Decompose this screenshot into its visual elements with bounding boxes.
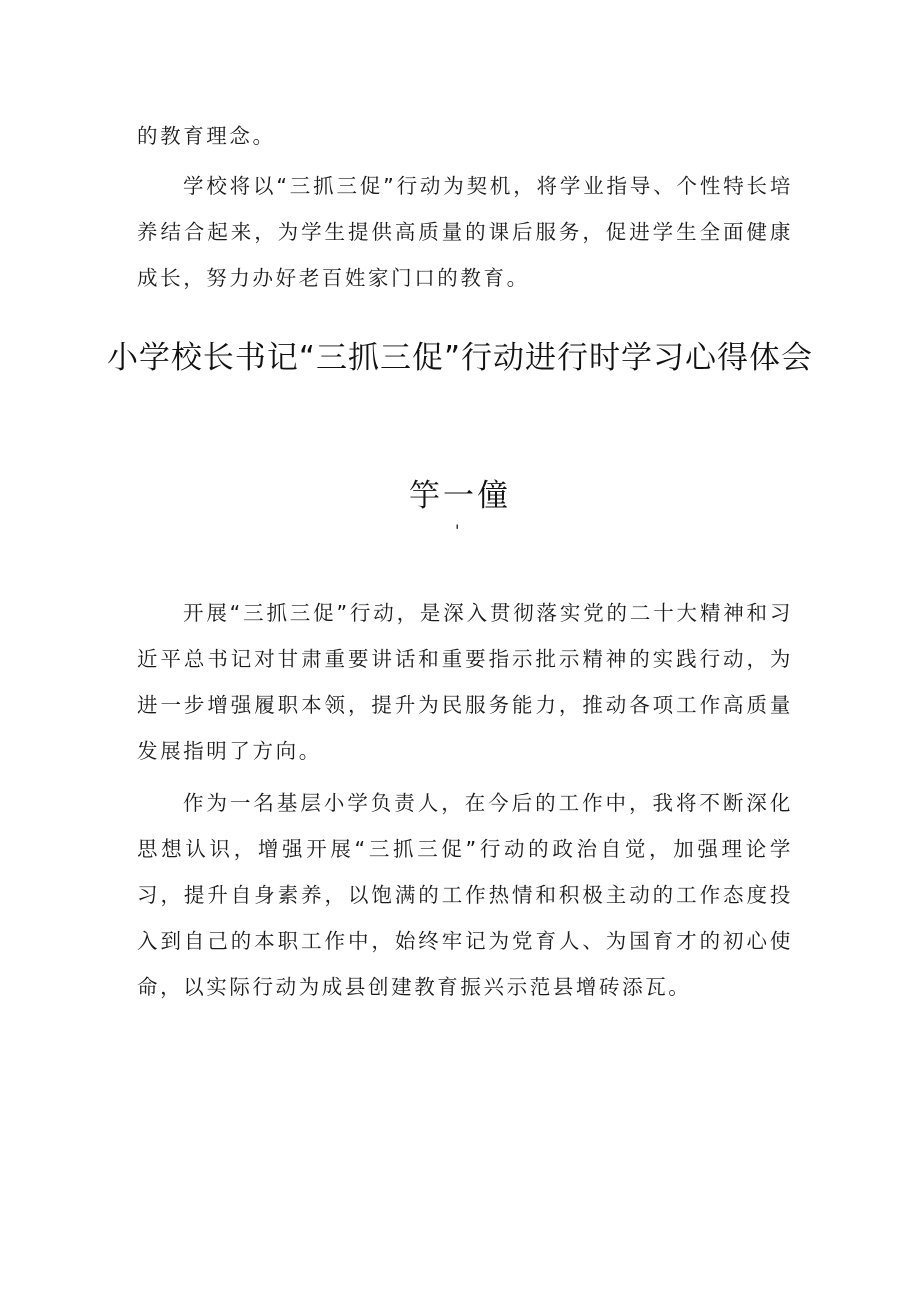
paragraph-school-plan: 学校将以“三抓三促”行动为契机，将学业指导、个性特长培养结合起来，为学生提供高质量的课后服务，促进学生全面健康成长，努力办好老百姓家门口的教育。 (137, 174, 793, 290)
author-name: 竽一僮 (409, 478, 511, 514)
author-mark: ' (455, 521, 460, 540)
paragraph-personal-commitment: 作为一名基层小学负责人，在今后的工作中，我将不断深化思想认识，增强开展“三抓三促”行动的政治自觉，加强理论学习，提升自身素养，以饱满的工作热情和积极主动的工作态度投入到自己的本职工作中，始终牢记为党育人、为国育才的初心使命，以实际行动为成县创建教育振兴示范县增砖添瓦。 (137, 791, 793, 999)
paragraph-action-meaning: 开展“三抓三促”行动，是深入贯彻落实党的二十大精神和习近平总书记对甘肃重要讲话和重要指示批示精神的实践行动，为进一步增强履职本领，提升为民服务能力，推动各项工作高质量发展指明了方向。 (137, 601, 793, 763)
paragraph-continuation: 的教育理念。 (137, 124, 276, 148)
document-title: 小学校长书记“三抓三促”行动进行时学习心得体会 (106, 340, 814, 376)
